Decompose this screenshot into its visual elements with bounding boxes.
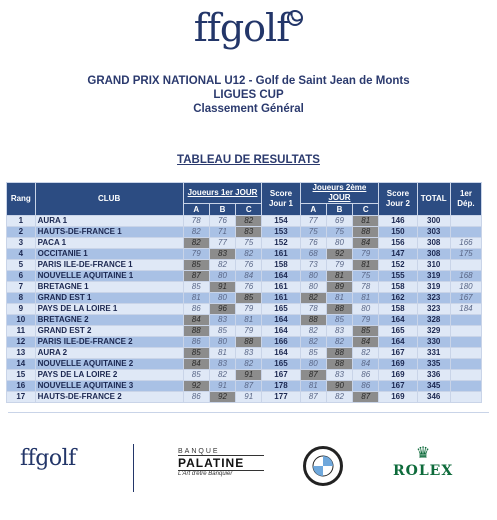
cell-total: 335 — [417, 359, 450, 370]
cell-day1-player: 85 — [183, 282, 209, 293]
cell-score-day2: 158 — [379, 282, 417, 293]
cell-score-day1: 167 — [262, 370, 300, 381]
col-club: CLUB — [35, 183, 183, 216]
cell-rang: 7 — [7, 282, 36, 293]
cell-club: AURA 2 — [35, 348, 183, 359]
cell-day2-player: 88 — [300, 315, 326, 326]
cell-club: BRETAGNE 2 — [35, 315, 183, 326]
cell-day2-player: 80 — [300, 359, 326, 370]
cell-day2-player: 75 — [300, 227, 326, 238]
cell-score-day1: 166 — [262, 337, 300, 348]
cell-first-dep: 175 — [450, 249, 481, 260]
col-d2-c: C — [353, 204, 379, 216]
cell-club: NOUVELLE AQUITAINE 1 — [35, 271, 183, 282]
cell-club: GRAND EST 2 — [35, 326, 183, 337]
cell-day2-player: 81 — [353, 293, 379, 304]
cell-day1-player: 87 — [236, 381, 262, 392]
cell-total: 323 — [417, 304, 450, 315]
table-row — [7, 381, 482, 392]
cell-score-day1: 161 — [262, 282, 300, 293]
cell-day2-player: 80 — [326, 238, 352, 249]
cell-score-day1: 164 — [262, 326, 300, 337]
cell-day2-player: 92 — [326, 249, 352, 260]
cell-rang: 11 — [7, 326, 36, 337]
cell-score-day1: 153 — [262, 227, 300, 238]
cell-rang: 3 — [7, 238, 36, 249]
cell-score-day2: 158 — [379, 304, 417, 315]
col-day2-group: Joueurs 2ème JOUR — [300, 183, 379, 204]
cell-total: 310 — [417, 260, 450, 271]
cell-day1-player: 82 — [236, 359, 262, 370]
cell-day1-player: 81 — [236, 315, 262, 326]
cell-club: PAYS DE LA LOIRE 1 — [35, 304, 183, 315]
cell-total: 346 — [417, 392, 450, 403]
cell-first-dep — [450, 392, 481, 403]
cell-day2-player: 78 — [353, 282, 379, 293]
cell-score-day2: 152 — [379, 260, 417, 271]
cell-day2-player: 81 — [353, 216, 379, 227]
cell-rang: 14 — [7, 359, 36, 370]
cell-day1-player: 87 — [183, 271, 209, 282]
cell-day1-player: 83 — [209, 249, 235, 260]
cell-score-day1: 158 — [262, 260, 300, 271]
cell-day2-player: 68 — [300, 249, 326, 260]
cell-day2-player: 78 — [300, 304, 326, 315]
table-row — [7, 337, 482, 348]
cell-day2-player: 88 — [326, 348, 352, 359]
cell-day1-player: 76 — [236, 260, 262, 271]
cell-club: GRAND EST 1 — [35, 293, 183, 304]
cell-day2-player: 81 — [326, 271, 352, 282]
cell-first-dep — [450, 315, 481, 326]
cell-rang: 12 — [7, 337, 36, 348]
cell-day1-player: 85 — [183, 260, 209, 271]
cell-day1-player: 91 — [236, 392, 262, 403]
col-d1-c: C — [236, 204, 262, 216]
cell-day2-player: 88 — [326, 359, 352, 370]
cell-first-dep: 167 — [450, 293, 481, 304]
cell-day2-player: 82 — [300, 326, 326, 337]
logo-text: ffgolf — [193, 6, 290, 50]
sponsors-bar — [0, 440, 497, 500]
col-score-day1: Score Jour 1 — [262, 183, 300, 216]
cell-first-dep — [450, 260, 481, 271]
cell-day2-player: 80 — [300, 282, 326, 293]
col-first-dep: 1er Dép. — [450, 183, 481, 216]
cell-total: 308 — [417, 238, 450, 249]
cell-day1-player: 92 — [183, 381, 209, 392]
cell-day1-player: 82 — [209, 370, 235, 381]
cell-score-day1: 152 — [262, 238, 300, 249]
cell-day1-player: 77 — [209, 238, 235, 249]
cell-day2-player: 79 — [326, 260, 352, 271]
cell-day2-player: 75 — [353, 271, 379, 282]
cell-day1-player: 85 — [209, 326, 235, 337]
cell-score-day1: 161 — [262, 293, 300, 304]
cell-day1-player: 75 — [236, 238, 262, 249]
page-subtitle: LIGUES CUP — [213, 89, 284, 101]
results-table — [6, 182, 482, 403]
cell-day2-player: 82 — [300, 337, 326, 348]
cell-day1-player: 76 — [209, 216, 235, 227]
ffgolf-logo — [0, 6, 497, 56]
col-d2-a: A — [300, 204, 326, 216]
col-d2-b: B — [326, 204, 352, 216]
cell-score-day2: 169 — [379, 359, 417, 370]
cell-day2-player: 87 — [353, 392, 379, 403]
cell-total: 308 — [417, 249, 450, 260]
cell-day2-player: 69 — [326, 216, 352, 227]
cell-score-day1: 154 — [262, 216, 300, 227]
cell-first-dep — [450, 381, 481, 392]
cell-total: 329 — [417, 326, 450, 337]
table-row — [7, 359, 482, 370]
table-row — [7, 216, 482, 227]
table-row — [7, 282, 482, 293]
col-day1-group: Joueurs 1er JOUR — [183, 183, 262, 204]
cell-day1-player: 82 — [209, 260, 235, 271]
cell-day1-player: 82 — [183, 238, 209, 249]
cell-rang: 2 — [7, 227, 36, 238]
cell-day1-player: 76 — [236, 282, 262, 293]
cell-score-day2: 167 — [379, 348, 417, 359]
cell-score-day1: 164 — [262, 348, 300, 359]
cell-day1-player: 91 — [209, 381, 235, 392]
cell-day2-player: 83 — [326, 326, 352, 337]
cell-day2-player: 82 — [326, 337, 352, 348]
cell-day1-player: 92 — [209, 392, 235, 403]
cell-first-dep: 184 — [450, 304, 481, 315]
col-d1-b: B — [209, 204, 235, 216]
cell-score-day1: 165 — [262, 359, 300, 370]
cell-day2-player: 85 — [353, 326, 379, 337]
cell-club: NOUVELLE AQUITAINE 2 — [35, 359, 183, 370]
cell-day2-player: 81 — [353, 260, 379, 271]
crown-icon: ♛ — [415, 445, 431, 462]
cell-day2-player: 90 — [326, 381, 352, 392]
cell-day1-player: 85 — [236, 293, 262, 304]
cell-total: 331 — [417, 348, 450, 359]
cell-score-day1: 165 — [262, 304, 300, 315]
cell-club: NOUVELLE AQUITAINE 3 — [35, 381, 183, 392]
cell-day1-player: 80 — [209, 293, 235, 304]
cell-day1-player: 83 — [236, 348, 262, 359]
bank-name-text: PALATINE — [178, 455, 264, 471]
cell-day1-player: 84 — [183, 359, 209, 370]
section-title: TABLEAU DE RESULTATS — [177, 154, 320, 166]
cell-first-dep — [450, 348, 481, 359]
cell-total: 328 — [417, 315, 450, 326]
cell-day2-player: 85 — [300, 348, 326, 359]
cell-club: BRETAGNE 1 — [35, 282, 183, 293]
cell-day2-player: 81 — [300, 381, 326, 392]
cell-total: 303 — [417, 227, 450, 238]
cell-score-day2: 162 — [379, 293, 417, 304]
cell-score-day2: 147 — [379, 249, 417, 260]
cell-day2-player: 85 — [326, 315, 352, 326]
cell-score-day2: 169 — [379, 392, 417, 403]
table-row — [7, 260, 482, 271]
cell-day2-player: 84 — [353, 359, 379, 370]
cell-day1-player: 80 — [209, 271, 235, 282]
table-row — [7, 227, 482, 238]
cell-score-day2: 155 — [379, 271, 417, 282]
cell-day2-player: 73 — [300, 260, 326, 271]
cell-total: 336 — [417, 370, 450, 381]
col-total: TOTAL — [417, 183, 450, 216]
cell-score-day2: 169 — [379, 370, 417, 381]
table-row — [7, 304, 482, 315]
cell-day2-player: 80 — [300, 271, 326, 282]
cell-day2-player: 89 — [326, 282, 352, 293]
cell-club: HAUTS-DE-FRANCE 1 — [35, 227, 183, 238]
cell-day1-player: 80 — [209, 337, 235, 348]
cell-day2-player: 82 — [300, 293, 326, 304]
cell-score-day2: 167 — [379, 381, 417, 392]
cell-first-dep — [450, 359, 481, 370]
table-row — [7, 249, 482, 260]
cell-day1-player: 84 — [236, 271, 262, 282]
sponsor-banque-palatine-logo — [178, 448, 264, 477]
cell-day2-player: 84 — [353, 337, 379, 348]
cell-first-dep — [450, 370, 481, 381]
cell-day1-player: 85 — [183, 370, 209, 381]
cell-day1-player: 91 — [236, 370, 262, 381]
cell-score-day2: 150 — [379, 227, 417, 238]
cell-rang: 8 — [7, 293, 36, 304]
cell-day1-player: 88 — [183, 326, 209, 337]
table-row — [7, 293, 482, 304]
footer-divider — [8, 412, 489, 413]
cell-club: PAYS DE LA LOIRE 2 — [35, 370, 183, 381]
cell-day2-player: 76 — [300, 238, 326, 249]
cell-day1-player: 78 — [183, 216, 209, 227]
cell-day2-player: 83 — [326, 370, 352, 381]
cell-day1-player: 85 — [183, 348, 209, 359]
cell-day2-player: 82 — [326, 392, 352, 403]
cell-club: AURA 1 — [35, 216, 183, 227]
table-row — [7, 370, 482, 381]
cell-day1-player: 86 — [183, 337, 209, 348]
cell-score-day2: 164 — [379, 315, 417, 326]
cell-day1-player: 83 — [209, 315, 235, 326]
cell-day1-player: 82 — [183, 227, 209, 238]
cell-rang: 10 — [7, 315, 36, 326]
cell-day2-player: 79 — [353, 249, 379, 260]
cell-first-dep — [450, 227, 481, 238]
cell-day2-player: 84 — [353, 238, 379, 249]
cell-day1-player: 71 — [209, 227, 235, 238]
cell-day2-player: 86 — [353, 370, 379, 381]
col-score-day2: Score Jour 2 — [379, 183, 417, 216]
cell-rang: 9 — [7, 304, 36, 315]
cell-club: PARIS ILE-DE-FRANCE 2 — [35, 337, 183, 348]
cell-score-day2: 165 — [379, 326, 417, 337]
cell-day1-player: 86 — [183, 304, 209, 315]
cell-day2-player: 80 — [353, 304, 379, 315]
sponsor-rolex-logo — [393, 446, 453, 480]
bmw-logo-icon — [303, 446, 343, 486]
cell-rang: 5 — [7, 260, 36, 271]
table-row — [7, 238, 482, 249]
cell-rang: 1 — [7, 216, 36, 227]
cell-total: 345 — [417, 381, 450, 392]
cell-rang: 4 — [7, 249, 36, 260]
cell-first-dep: 180 — [450, 282, 481, 293]
cell-score-day1: 178 — [262, 381, 300, 392]
cell-club: OCCITANIE 1 — [35, 249, 183, 260]
cell-rang: 13 — [7, 348, 36, 359]
cell-day2-player: 79 — [353, 315, 379, 326]
cell-score-day1: 164 — [262, 271, 300, 282]
cell-total: 300 — [417, 216, 450, 227]
cell-day1-player: 88 — [236, 337, 262, 348]
cell-score-day1: 161 — [262, 249, 300, 260]
sponsor-ffgolf-logo — [20, 446, 76, 471]
cell-first-dep — [450, 337, 481, 348]
cell-total: 330 — [417, 337, 450, 348]
cell-day1-player: 83 — [209, 359, 235, 370]
cell-day1-player: 91 — [209, 282, 235, 293]
cell-rang: 6 — [7, 271, 36, 282]
cell-day1-player: 83 — [236, 227, 262, 238]
table-row — [7, 348, 482, 359]
table-row — [7, 392, 482, 403]
page-titles — [0, 74, 497, 116]
bank-tagline: L'Art d'être Banquier — [178, 471, 233, 477]
cell-rang: 16 — [7, 381, 36, 392]
cell-day1-player: 79 — [236, 304, 262, 315]
cell-day2-player: 88 — [326, 304, 352, 315]
cell-first-dep — [450, 216, 481, 227]
rolex-text: ROLEX — [393, 463, 454, 479]
cell-day2-player: 86 — [353, 381, 379, 392]
page-title: GRAND PRIX NATIONAL U12 - Golf de Saint Jean de Monts — [87, 75, 410, 87]
cell-day2-player: 81 — [326, 293, 352, 304]
table-header-row — [7, 183, 482, 204]
bank-top-text: BANQUE — [178, 448, 220, 455]
cell-first-dep: 166 — [450, 238, 481, 249]
cell-day2-player: 87 — [300, 392, 326, 403]
cell-day1-player: 86 — [183, 392, 209, 403]
cell-club: PACA 1 — [35, 238, 183, 249]
table-row — [7, 326, 482, 337]
col-d1-a: A — [183, 204, 209, 216]
table-row — [7, 271, 482, 282]
cell-day2-player: 87 — [300, 370, 326, 381]
cell-day1-player: 79 — [236, 326, 262, 337]
cell-day1-player: 96 — [209, 304, 235, 315]
cell-day1-player: 81 — [209, 348, 235, 359]
cell-day2-player: 82 — [353, 348, 379, 359]
sponsor-divider — [133, 444, 134, 492]
cell-total: 319 — [417, 282, 450, 293]
cell-day1-player: 79 — [183, 249, 209, 260]
col-rang: Rang — [7, 183, 36, 216]
page-subtitle-ranking: Classement Général — [193, 103, 304, 115]
cell-day1-player: 81 — [183, 293, 209, 304]
cell-day2-player: 77 — [300, 216, 326, 227]
cell-first-dep — [450, 326, 481, 337]
cell-club: HAUTS-DE-FRANCE 2 — [35, 392, 183, 403]
cell-rang: 15 — [7, 370, 36, 381]
cell-score-day2: 164 — [379, 337, 417, 348]
cell-day1-player: 84 — [183, 315, 209, 326]
cell-first-dep: 168 — [450, 271, 481, 282]
cell-day1-player: 82 — [236, 216, 262, 227]
cell-score-day1: 164 — [262, 315, 300, 326]
cell-rang: 17 — [7, 392, 36, 403]
cell-club: PARIS ILE-DE-FRANCE 1 — [35, 260, 183, 271]
cell-day1-player: 82 — [236, 249, 262, 260]
cell-score-day2: 156 — [379, 238, 417, 249]
golf-swing-icon — [287, 10, 303, 26]
cell-total: 319 — [417, 271, 450, 282]
sponsor-ffgolf-text: ffgolf — [20, 446, 76, 471]
cell-day2-player: 88 — [353, 227, 379, 238]
cell-score-day1: 177 — [262, 392, 300, 403]
table-row — [7, 315, 482, 326]
cell-score-day2: 146 — [379, 216, 417, 227]
cell-day2-player: 75 — [326, 227, 352, 238]
cell-total: 323 — [417, 293, 450, 304]
